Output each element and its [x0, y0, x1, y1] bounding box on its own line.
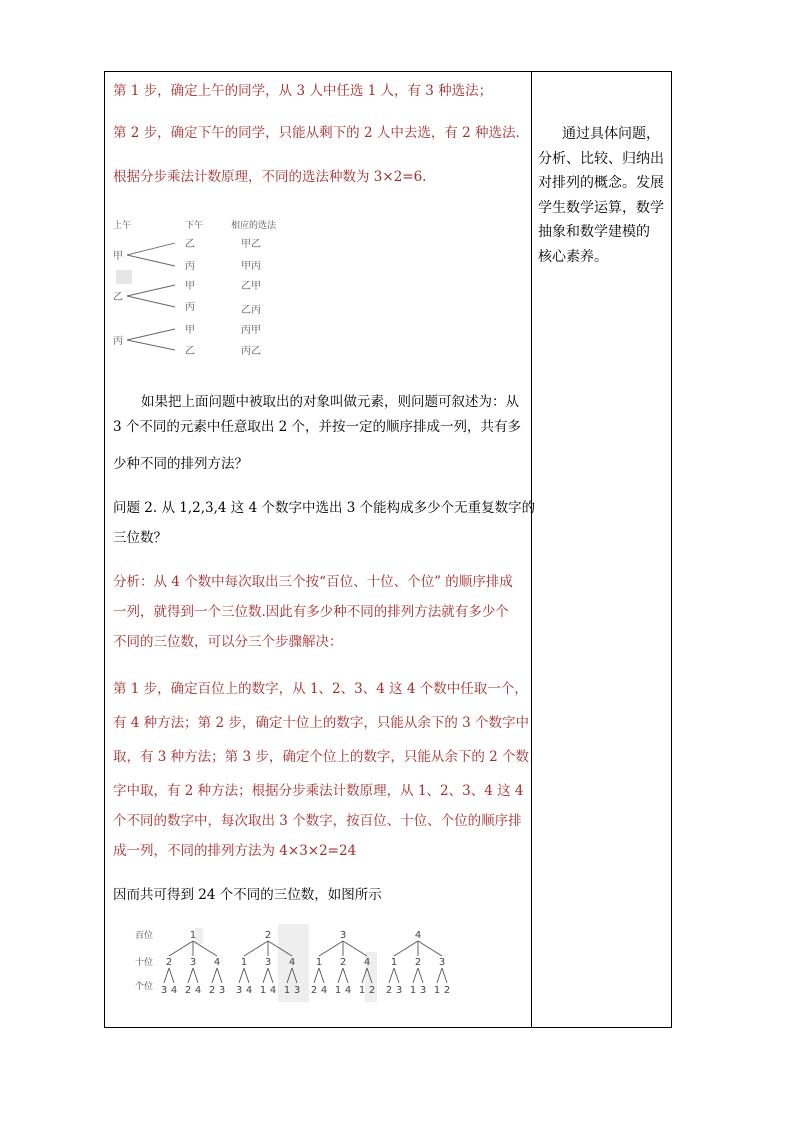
- tree2-branch-t7-o1: [343, 968, 348, 983]
- tree2-branch-h3-t2: [418, 941, 442, 956]
- tree1-result-2: 甲丙: [241, 261, 261, 272]
- tree2-hundreds-2: 2: [264, 930, 272, 941]
- tree2-ones-13: 4: [320, 985, 328, 996]
- tree2-ones-7: 4: [245, 985, 253, 996]
- tree2-ones-16: 1: [358, 985, 366, 996]
- tree2-ones-4: 2: [208, 985, 216, 996]
- tree2-tens-3: 1: [240, 957, 248, 968]
- tree2-label-tens: 十位: [135, 958, 154, 968]
- tree2-branch-h2-t2: [343, 941, 367, 956]
- tree2-branch-t10-o1: [418, 968, 423, 983]
- tree2-branch-t0-o1: [169, 968, 174, 983]
- steps-line-4: 字中取，有 2 种方法；根据分步乘法计数原理，从 1、2、3、4 这 4: [113, 783, 524, 799]
- tree2-tens-7: 2: [339, 957, 347, 968]
- tree2-branch-t2-o1: [217, 968, 222, 983]
- tree1-header-morning: 上午: [113, 221, 132, 231]
- tree2-tens-11: 3: [438, 957, 446, 968]
- para1-line-2: 3 个不同的元素中任意取出 2 个，并按一定的顺序排成一列，共有多: [113, 419, 522, 435]
- tree2-branch-h0-t0: [169, 941, 193, 956]
- tree2-branch-t7-o0: [338, 968, 343, 983]
- tree2-branch-t6-o0: [314, 968, 319, 983]
- tree1-result-5: 丙甲: [241, 325, 261, 336]
- tree1-result-6: 丙乙: [241, 346, 261, 357]
- analysis-line-2: 一列，就得到一个三位数.因此有多少种不同的排列方法就有多少个: [113, 604, 509, 620]
- tree2-branch-t0-o0: [164, 968, 169, 983]
- lesson-table: [104, 71, 672, 1028]
- tree1-header-result: 相应的选法: [231, 221, 277, 231]
- tree2-branch-h1-t0: [244, 941, 268, 956]
- tree2-ones-8: 1: [259, 985, 267, 996]
- tree2-tens-8: 4: [363, 957, 371, 968]
- steps-line-2: 有 4 种方法；第 2 步，确定十位上的数字，只能从余下的 3 个数字中: [113, 715, 530, 731]
- schedule-tree-svg: [113, 212, 313, 362]
- objective-column: [532, 72, 671, 1027]
- tree2-branch-t1-o0: [188, 968, 193, 983]
- schedule-tree-diagram: [113, 212, 313, 366]
- objective-line-5: 抽象和数学建模的: [538, 224, 650, 240]
- tree1-afternoon-2: 丙: [185, 261, 195, 272]
- tree2-label-ones: 个位: [135, 982, 154, 992]
- tree2-ones-21: 3: [419, 985, 427, 996]
- tree2-branch-t2-o0: [212, 968, 217, 983]
- three-digit-tree-diagram: [129, 924, 479, 1013]
- para1-line-1: 如果把上面问题中被取出的对象叫做元素，则问题可叙述为：从: [141, 394, 519, 410]
- tree2-ones-2: 2: [184, 985, 192, 996]
- content-column: [105, 72, 536, 1027]
- tree2-ones-22: 1: [433, 985, 441, 996]
- tree1-morning-2: 乙: [113, 292, 123, 303]
- tree2-ones-9: 4: [269, 985, 277, 996]
- objective-line-1: 通过具体问题，: [562, 126, 660, 142]
- tree2-tens-2: 4: [213, 957, 221, 968]
- tree1-result-1: 甲乙: [241, 239, 261, 250]
- tree2-branch-t6-o1: [319, 968, 324, 983]
- tree2-branch-h2-t0: [319, 941, 343, 956]
- tree2-ones-12: 2: [310, 985, 318, 996]
- tree2-tens-10: 2: [414, 957, 422, 968]
- tree2-branch-h0-t2: [193, 941, 217, 956]
- objective-line-2: 分析、比较、归纳出: [538, 150, 664, 167]
- tree2-ones-10: 1: [283, 985, 291, 996]
- conclusion-text: 因而共可得到 24 个不同的三位数，如图所示: [113, 887, 382, 903]
- tree2-ones-23: 2: [443, 985, 451, 996]
- tree2-ones-19: 3: [395, 985, 403, 996]
- tree2-tens-6: 1: [315, 957, 323, 968]
- tree2-hundreds-1: 1: [189, 930, 197, 941]
- steps-line-1: 第 1 步，确定百位上的数字，从 1、2、3、4 这 4 个数中任取一个，: [113, 681, 528, 697]
- analysis-line-1: 分析：从 4 个数中每次取出三个按“百位、十位、个位” 的顺序排成: [113, 574, 513, 590]
- tree2-ones-6: 3: [235, 985, 243, 996]
- tree1-result-3: 乙甲: [241, 281, 261, 292]
- tree1-afternoon-4: 丙: [185, 302, 195, 313]
- tree2-ones-0: 3: [160, 985, 168, 996]
- tree2-ones-17: 2: [368, 985, 376, 996]
- tree2-ones-20: 1: [409, 985, 417, 996]
- tree2-branch-t9-o1: [394, 968, 399, 983]
- tree2-branch-t4-o0: [263, 968, 268, 983]
- question2-line-1: 问题 2. 从 1,2,3,4 这 4 个数字中选出 3 个能构成多少个无重复数字的: [113, 500, 536, 516]
- principle-text: 根据分步乘法计数原理，不同的选法种数为 3×2=6.: [113, 169, 427, 185]
- step1-text: 第 1 步，确定上午的同学，从 3 人中任选 1 人，有 3 种选法；: [113, 83, 493, 99]
- tree2-tens-1: 3: [189, 957, 197, 968]
- tree2-ones-5: 3: [218, 985, 226, 996]
- tree2-branch-t9-o0: [389, 968, 394, 983]
- tree1-morning-1: 甲: [113, 251, 123, 262]
- tree2-branch-t11-o1: [442, 968, 447, 983]
- tree2-tens-5: 4: [288, 957, 296, 968]
- objective-line-6: 核心素养。: [538, 248, 608, 265]
- tree2-branch-h3-t0: [394, 941, 418, 956]
- objective-line-3: 对排列的概念。发展: [538, 175, 664, 191]
- para1-line-3: 少种不同的排列方法？: [113, 456, 248, 472]
- tree2-hundreds-3: 3: [339, 930, 347, 941]
- tree2-branch-t1-o1: [193, 968, 198, 983]
- question2-line-2: 三位数？: [113, 530, 167, 546]
- tree2-branch-t3-o1: [244, 968, 249, 983]
- tree2-tens-9: 1: [390, 957, 398, 968]
- tree2-ones-18: 2: [385, 985, 393, 996]
- tree1-afternoon-3: 甲: [185, 281, 195, 292]
- objective-text: [538, 122, 666, 269]
- tree2-ones-1: 4: [170, 985, 178, 996]
- objective-line-4: 学生数学运算，数学: [538, 199, 664, 216]
- steps-line-6: 成一列，不同的排列方法为 4×3×2=24: [113, 843, 357, 859]
- tree2-ones-14: 1: [334, 985, 342, 996]
- analysis-line-3: 不同的三位数，可以分三个步骤解决：: [113, 634, 343, 650]
- tree1-afternoon-5: 甲: [185, 325, 195, 336]
- tree1-branches: [127, 243, 175, 350]
- tree2-branch-t11-o0: [437, 968, 442, 983]
- step2-text: 第 2 步，确定下午的同学，只能从剩下的 2 人中去选，有 2 种选法.: [113, 125, 520, 141]
- tree2-branch-t3-o0: [239, 968, 244, 983]
- tree2-tens-4: 3: [264, 957, 272, 968]
- tree2-ones-11: 3: [293, 985, 301, 996]
- tree2-ones-3: 4: [194, 985, 202, 996]
- tree1-afternoon-6: 乙: [185, 346, 195, 357]
- tree2-branch-t10-o0: [413, 968, 418, 983]
- tree2-ones-15: 4: [344, 985, 352, 996]
- steps-line-5: 个不同的数字中，每次取出 3 个数字，按百位、十位、个位的顺序排: [113, 813, 522, 829]
- steps-line-3: 取，有 3 种方法；第 3 步，确定个位上的数字，只能从余下的 2 个数: [113, 749, 530, 765]
- tree1-morning-3: 丙: [113, 336, 123, 347]
- tree2-tens-0: 2: [165, 957, 173, 968]
- tree2-label-hundreds: 百位: [135, 931, 154, 941]
- tree1-result-4: 乙丙: [241, 305, 261, 316]
- tree1-afternoon-1: 乙: [185, 239, 195, 250]
- tree1-header-afternoon: 下午: [185, 221, 204, 231]
- tree2-branch-t4-o1: [268, 968, 273, 983]
- tree2-hundreds-4: 4: [414, 930, 422, 941]
- three-digit-tree-svg: [129, 924, 479, 1009]
